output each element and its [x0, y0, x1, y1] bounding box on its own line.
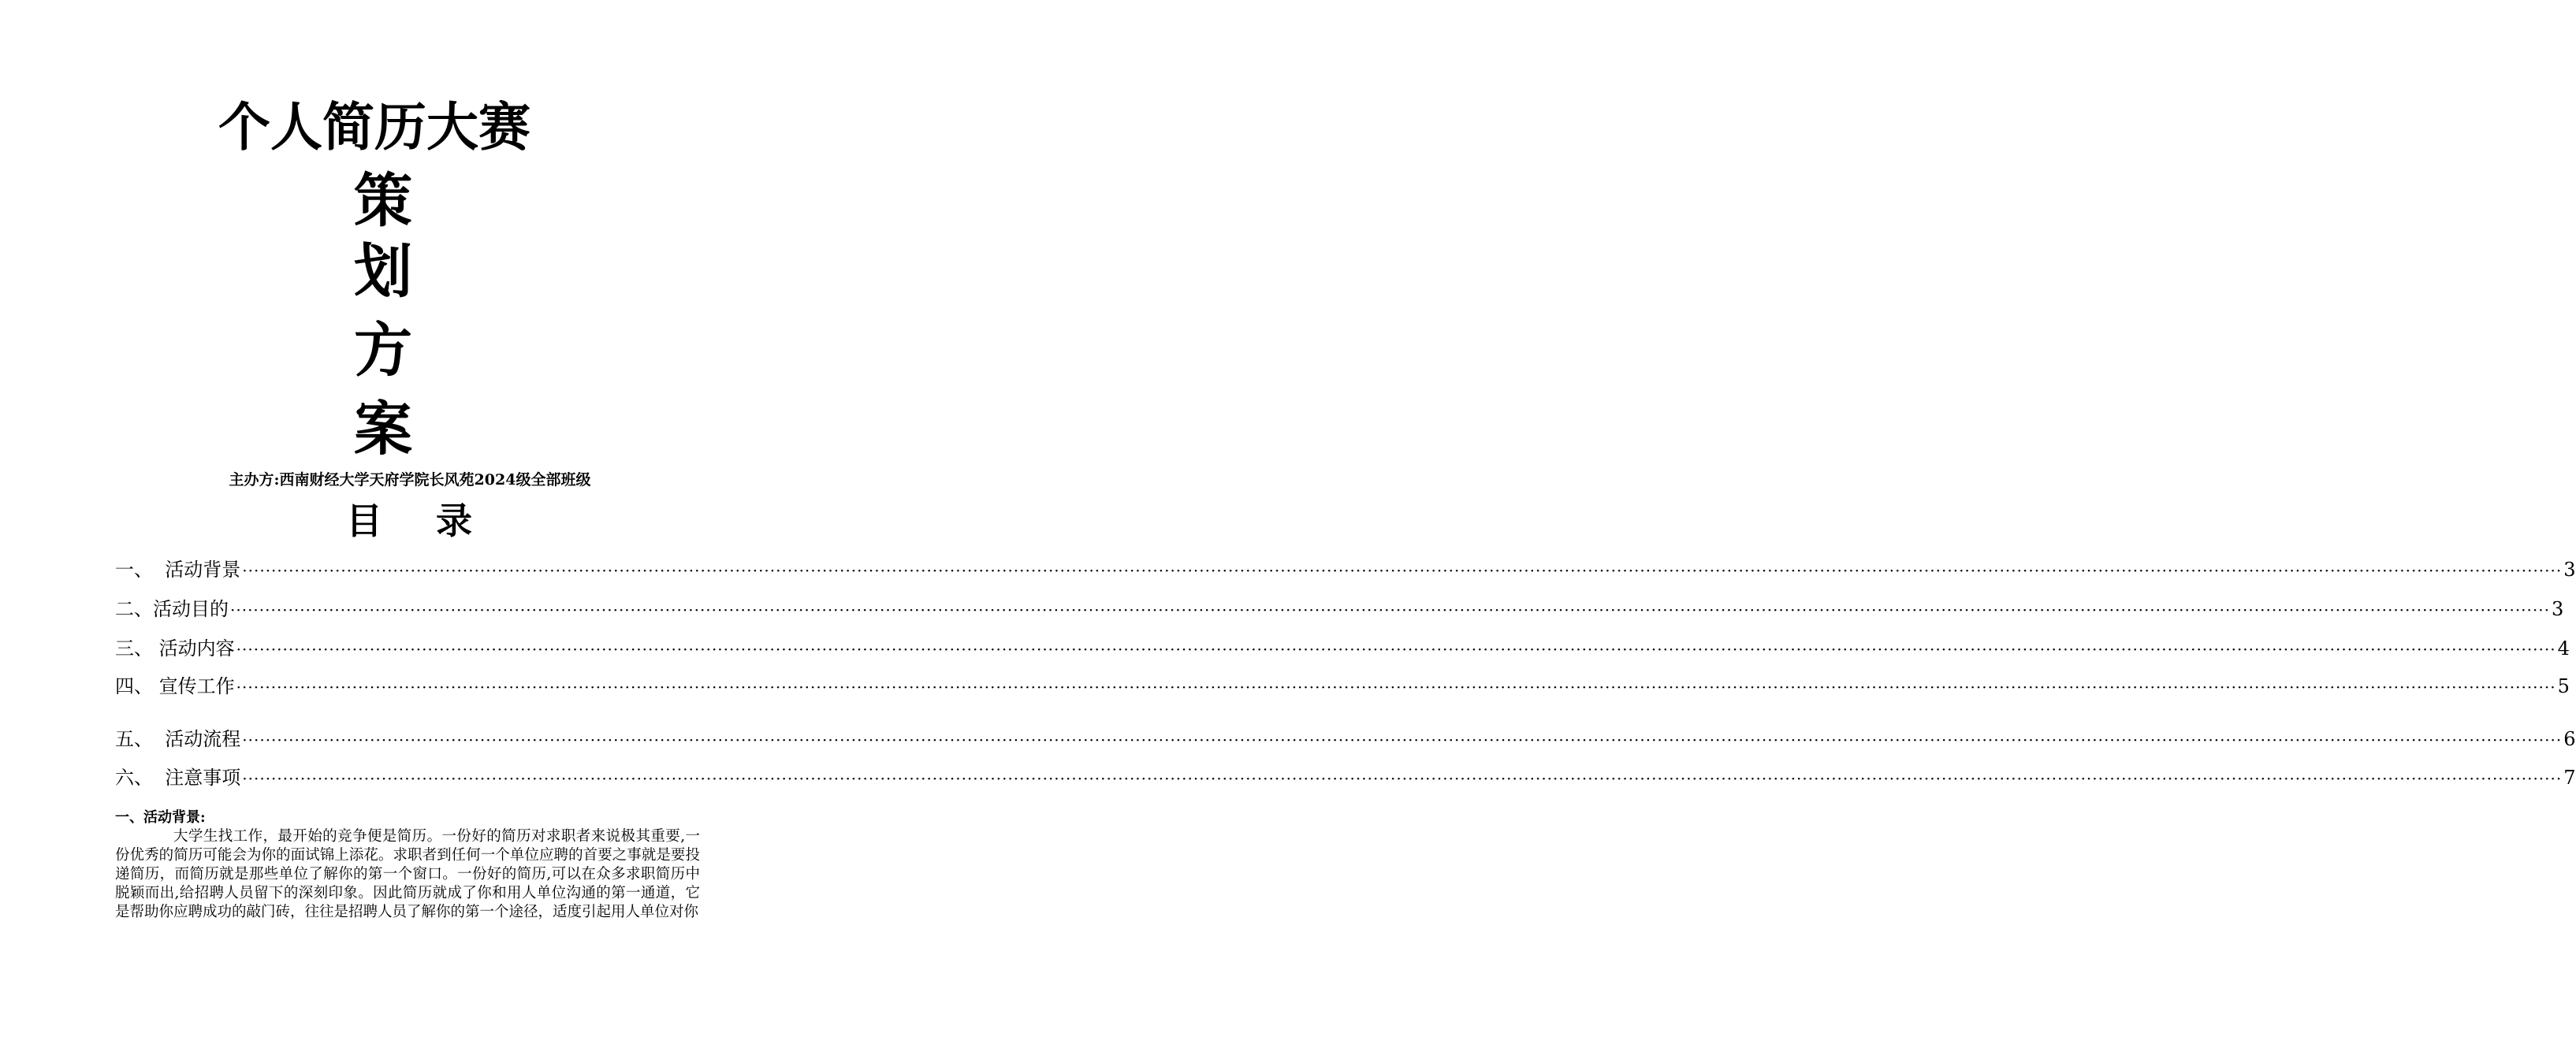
toc-item-number: 二、: [115, 598, 153, 620]
toc-item-number: 六、: [115, 767, 166, 789]
title-char-1: 策: [354, 167, 412, 235]
title-char-4: 案: [354, 396, 412, 463]
toc-leader-dots: ················································································································································································································································································································································································································: [236, 640, 2556, 659]
title-char-3: 方: [354, 317, 412, 385]
section-heading-background: 一、活动背景:: [115, 809, 206, 826]
toc-item-page: 5: [2557, 675, 2570, 697]
toc-leader-dots: ················································································································································································································································································································································································································: [236, 678, 2556, 697]
toc-item-number: 一、: [115, 559, 166, 581]
toc-item-label: 活动背景: [165, 559, 241, 581]
toc-title-right: 录: [436, 500, 474, 542]
toc-item-page: 6: [2563, 728, 2576, 750]
toc-item-number: 五、: [115, 728, 166, 750]
toc-item-page: 7: [2563, 767, 2576, 789]
toc-item-label: 活动内容: [158, 637, 235, 660]
toc-item[interactable]: [115, 764, 2576, 791]
toc-item-page: 3: [2551, 598, 2564, 620]
toc-title-left: 目: [346, 500, 384, 542]
toc-item-page: 3: [2563, 559, 2576, 581]
toc-item-label: 活动流程: [165, 728, 241, 750]
toc-leader-dots: ················································································································································································································································································································································································································: [242, 561, 2563, 580]
toc-item[interactable]: [115, 635, 2570, 662]
toc-item-number: 四、: [115, 675, 159, 697]
toc-item[interactable]: [115, 673, 2570, 700]
toc-item[interactable]: [115, 726, 2576, 752]
section-body-background: 大学生找工作，最开始的竞争便是简历。一份好的简历对求职者来说极其重要,一份优秀的简历可能会为你的面试锦上添花。求职者到任何一个单位应聘的首要之事就是要投递简历，而简历就是那些单位了解你的第一个窗口。一份好的简历,可以在众多求职简历中脱颖而出,给招聘人员留下的深刻印象。因此简历就成了你和用人单位沟通的第一通道，它是帮助你应聘成功的敲门砖，往往是招聘人员了解你的第一个途径，适度引起用人单位对你: [115, 828, 700, 920]
toc-item[interactable]: [115, 556, 2576, 583]
toc-leader-dots: ················································································································································································································································································································································································································: [230, 600, 2550, 619]
title-char-2: 划: [354, 238, 412, 306]
document-title: 个人简历大赛: [218, 97, 530, 158]
toc-item-label: 宣传工作: [158, 675, 235, 697]
toc-leader-dots: ················································································································································································································································································································································································································: [242, 730, 2563, 749]
toc-leader-dots: ················································································································································································································································································································································································································: [242, 769, 2563, 788]
organizer-line: 主办方:西南财经大学天府学院长风苑2024级全部班级: [229, 471, 591, 489]
toc-item-label: 注意事项: [165, 767, 241, 789]
toc-item-page: 4: [2557, 637, 2570, 660]
toc-title: [0, 496, 820, 545]
toc-item-number: 三、: [115, 637, 159, 660]
toc-item[interactable]: [115, 596, 2564, 622]
toc-item-label: 活动目的: [153, 598, 229, 620]
